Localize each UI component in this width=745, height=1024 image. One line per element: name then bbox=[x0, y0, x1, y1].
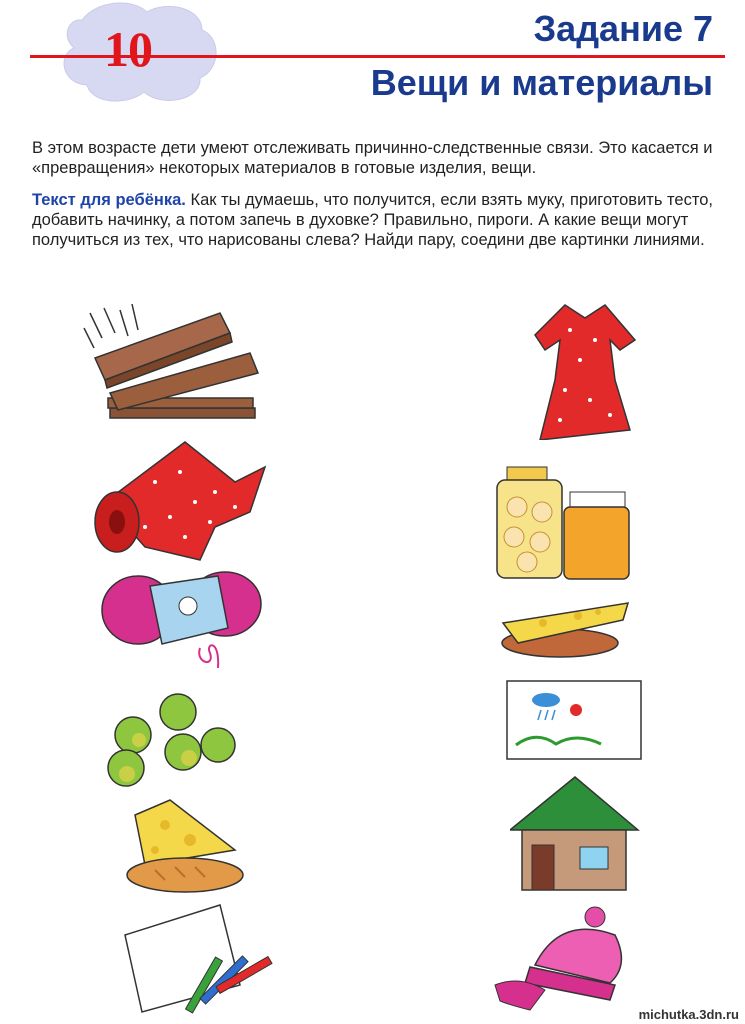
jam-jars-picture[interactable] bbox=[492, 462, 637, 582]
paper-pencils-picture[interactable] bbox=[120, 900, 290, 1015]
child-text-label: Текст для ребёнка. bbox=[32, 191, 186, 209]
watermark: michutka.3dn.ru bbox=[638, 1007, 739, 1022]
page-number: 10 bbox=[104, 21, 152, 77]
house-picture[interactable] bbox=[510, 775, 640, 893]
child-paragraph bbox=[32, 190, 714, 250]
fabric-roll-picture[interactable] bbox=[85, 432, 270, 562]
red-dress-picture[interactable] bbox=[530, 300, 640, 440]
page-title: Вещи и материалы bbox=[370, 62, 713, 103]
cheese-sandwich-picture[interactable] bbox=[498, 598, 633, 663]
intro-paragraph: В этом возрасте дети умеют отслеживать причинно-следственные связи. Это касается и «превращения» некоторых материалов в готовые изделия, вещи. bbox=[32, 139, 713, 177]
knit-hat-picture[interactable] bbox=[490, 905, 635, 1015]
child-text: Как ты думаешь, что получится, если взять муку, приготовить тесто, добавить начинку, а потом запечь в духовке? Правильно, пироги. А какие вещи могут получиться из тех, что нарисованы слева? Найди пару, соедини две картинки линиями. bbox=[32, 191, 713, 249]
cheese-bread-picture[interactable] bbox=[125, 795, 250, 895]
planks-nails-picture[interactable] bbox=[80, 298, 265, 433]
yarn-skein-picture[interactable] bbox=[100, 568, 265, 673]
task-title: Задание 7 bbox=[533, 8, 713, 49]
apples-picture[interactable] bbox=[103, 690, 243, 790]
flower-drawing-picture[interactable] bbox=[506, 680, 642, 760]
